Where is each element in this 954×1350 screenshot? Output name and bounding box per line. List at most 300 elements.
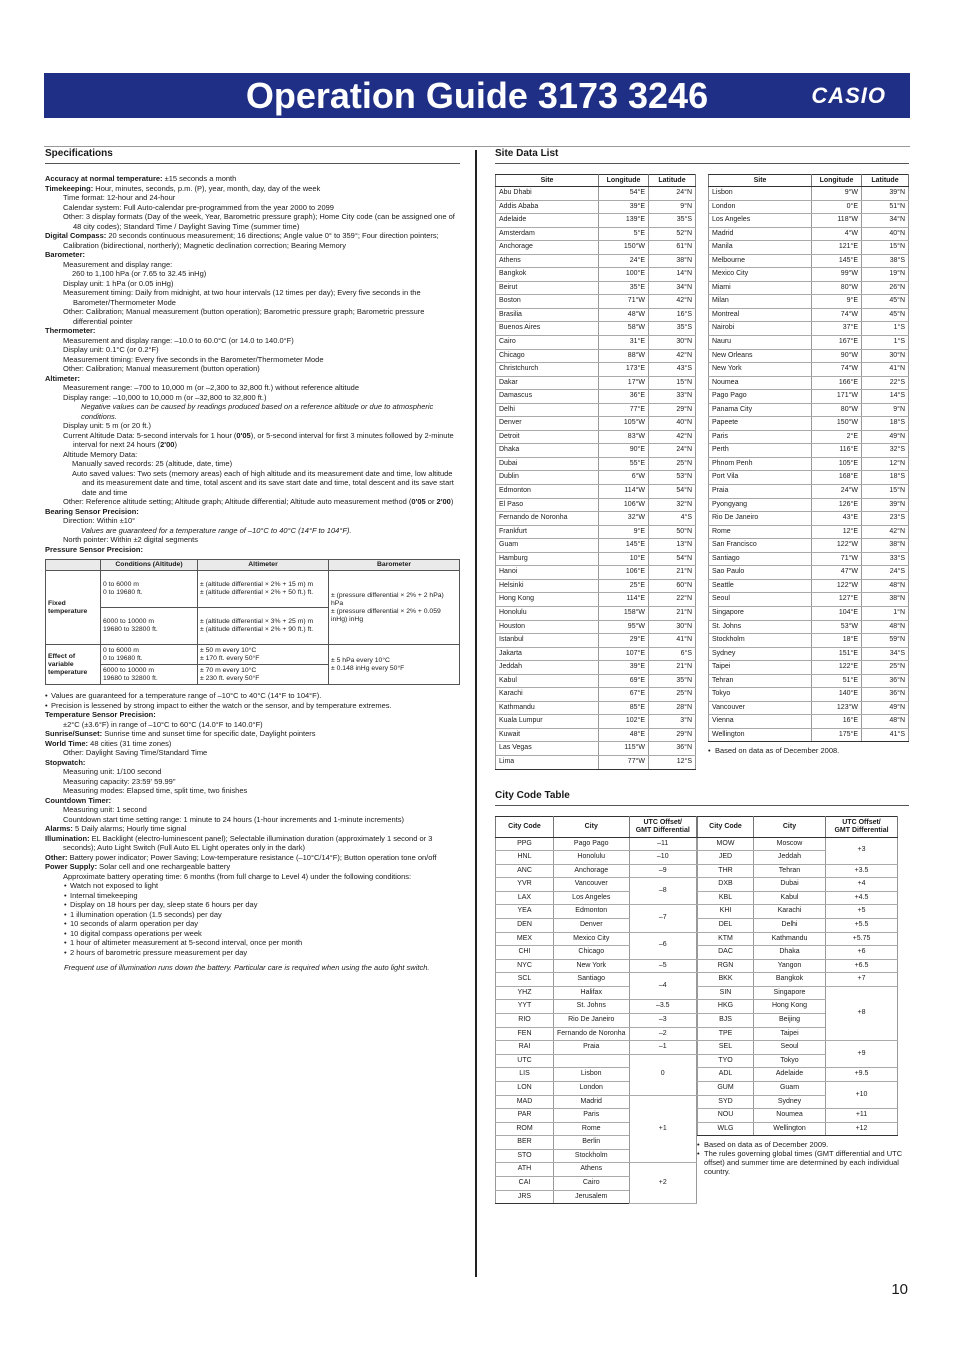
- table-row: [709, 363, 909, 377]
- table-cell: CHI: [496, 946, 554, 960]
- table-cell: Rome: [709, 525, 812, 539]
- spec-note: • Precision is lessened by strong impact to either the watch or the sensor, and by temperature extremes.: [45, 701, 460, 711]
- table-cell: 38°S: [862, 254, 909, 268]
- table-cell: 28°N: [649, 701, 696, 715]
- table-cell: –6: [629, 932, 697, 959]
- table-cell: DEN: [496, 918, 554, 932]
- table-cell: Phnom Penh: [709, 457, 812, 471]
- table-cell: Milan: [709, 295, 812, 309]
- table-cell: –11: [629, 837, 697, 851]
- table-cell: 33°N: [649, 390, 696, 404]
- table-cell: JRS: [496, 1190, 554, 1204]
- table-header-row: [698, 816, 898, 837]
- table-cell: 22°N: [649, 593, 696, 607]
- table-cell: Dakar: [496, 376, 599, 390]
- table-cell: ANC: [496, 864, 554, 878]
- table-row: [709, 349, 909, 363]
- table-cell: Panama City: [709, 403, 812, 417]
- table-cell: Sydney: [709, 647, 812, 661]
- spec-bullet: • 1 hour of altimeter measurement at 5-second interval, once per month: [45, 938, 460, 948]
- right-column: [495, 148, 909, 1204]
- table-row: [496, 864, 697, 878]
- table-cell: 105°E: [812, 457, 862, 471]
- table-row: [709, 566, 909, 580]
- table-cell: 24°E: [599, 254, 649, 268]
- spec-line: Countdown start time setting range: 1 minute to 24 hours (1-hour increments and 1-minute increments): [63, 814, 405, 824]
- table-cell: Chicago: [554, 946, 630, 960]
- table-cell: YEA: [496, 905, 554, 919]
- table-row: [709, 403, 909, 417]
- table-row: [709, 485, 909, 499]
- table-cell: 38°N: [649, 254, 696, 268]
- table-header: [46, 560, 101, 571]
- table-cell: 0 to 6000 m 0 to 19680 ft.: [101, 645, 198, 665]
- spec-line: Other: Calibration; Manual measurement (button operation); Barometric pressure graph; Barometric pressure differential pointer: [63, 307, 425, 326]
- table-cell: 37°E: [812, 322, 862, 336]
- table-cell: 25°N: [649, 688, 696, 702]
- table-cell: Hong Kong: [496, 593, 599, 607]
- table-cell: 13°N: [649, 539, 696, 553]
- table-header: Longitude: [812, 175, 862, 187]
- table-header: Site: [709, 175, 812, 187]
- site-data-tables: [495, 174, 909, 770]
- spec-line: Display unit: 1 hPa (or 0.05 inHg): [63, 278, 174, 288]
- table-cell: 122°E: [812, 661, 862, 675]
- table-cell: Detroit: [496, 430, 599, 444]
- table-header: Barometer: [329, 560, 460, 571]
- table-row: [496, 715, 696, 729]
- table-cell: 35°S: [649, 214, 696, 228]
- table-cell: 15°N: [862, 485, 909, 499]
- table-row: [496, 268, 696, 282]
- table-cell: KTM: [698, 932, 754, 946]
- page-number: 10: [891, 1281, 908, 1298]
- table-cell: Honolulu: [496, 606, 599, 620]
- table-cell: Cairo: [496, 336, 599, 350]
- table-cell: SCL: [496, 973, 554, 987]
- table-cell: 36°N: [649, 742, 696, 756]
- table-row: [709, 281, 909, 295]
- table-cell: 59°N: [862, 634, 909, 648]
- table-cell: +4: [826, 878, 898, 892]
- table-row: [698, 1068, 898, 1082]
- table-cell: 6°S: [649, 647, 696, 661]
- table-cell: PAR: [496, 1109, 554, 1123]
- table-row: [496, 417, 696, 431]
- table-row: [709, 254, 909, 268]
- table-row: [698, 918, 898, 932]
- table-row: [496, 322, 696, 336]
- table-row: [496, 241, 696, 255]
- table-cell: 29°N: [649, 403, 696, 417]
- spec-stopwatch: Stopwatch:: [45, 757, 86, 767]
- table-cell: Lisbon: [554, 1068, 630, 1082]
- table-cell: –1: [629, 1041, 697, 1055]
- spec-line: Display unit: 5 m (or 20 ft.): [63, 421, 151, 430]
- table-cell: Pago Pago: [554, 837, 630, 851]
- city-table-right-wrap: [697, 816, 909, 1205]
- table-row: [709, 579, 909, 593]
- table-cell: 9°W: [812, 187, 862, 201]
- table-row: [709, 430, 909, 444]
- table-cell: 15°N: [862, 241, 909, 255]
- table-cell: RIO: [496, 1014, 554, 1028]
- table-cell: Buenos Aires: [496, 322, 599, 336]
- table-cell: 21°N: [649, 566, 696, 580]
- table-cell: Praia: [709, 485, 812, 499]
- table-cell: WLG: [698, 1122, 754, 1136]
- table-cell: Madrid: [709, 227, 812, 241]
- table-cell: ± 50 m every 10°C ± 170 ft. every 50°F: [198, 645, 329, 665]
- table-cell: 151°E: [812, 647, 862, 661]
- table-cell: Pyongyang: [709, 498, 812, 512]
- table-cell: 48°N: [862, 715, 909, 729]
- table-cell: Miami: [709, 281, 812, 295]
- table-cell: –2: [629, 1027, 697, 1041]
- table-row: [496, 376, 696, 390]
- table-cell: 42°N: [862, 525, 909, 539]
- table-cell: Helsinki: [496, 579, 599, 593]
- table-row: [496, 742, 696, 756]
- table-row: [496, 525, 696, 539]
- table-cell: 24°S: [862, 566, 909, 580]
- spec-line: Measurement and display range: –10.0 to 60.0°C (or 14.0 to 140.0°F): [63, 335, 294, 345]
- table-row: [496, 837, 697, 851]
- table-cell: KBL: [698, 891, 754, 905]
- table-cell: 48°N: [862, 620, 909, 634]
- table-cell: Kuwait: [496, 728, 599, 742]
- table-row: [496, 471, 696, 485]
- table-row: [496, 566, 696, 580]
- table-cell: Praia: [554, 1041, 630, 1055]
- table-cell: Yangon: [754, 959, 826, 973]
- table-cell: KHI: [698, 905, 754, 919]
- table-cell: 127°E: [812, 593, 862, 607]
- table-cell: +12: [826, 1122, 898, 1136]
- table-cell: Jeddah: [754, 851, 826, 865]
- table-cell: Edmonton: [554, 905, 630, 919]
- table-row: [496, 674, 696, 688]
- table-cell: +11: [826, 1109, 898, 1123]
- table-cell: Paris: [554, 1109, 630, 1123]
- table-cell: Dubai: [496, 457, 599, 471]
- table-cell: 53°W: [812, 620, 862, 634]
- table-cell: Los Angeles: [709, 214, 812, 228]
- table-cell: ± 5 hPa every 10°C ± 0.148 inHg every 50°F: [329, 645, 460, 685]
- page-title: Operation Guide 3173 3246: [245, 75, 709, 116]
- table-cell: 6°W: [599, 471, 649, 485]
- table-cell: Tehran: [709, 674, 812, 688]
- table-cell: Kathmandu: [496, 701, 599, 715]
- table-cell: CAI: [496, 1176, 554, 1190]
- table-cell: Santiago: [554, 973, 630, 987]
- table-cell: 36°N: [862, 674, 909, 688]
- table-row: [709, 241, 909, 255]
- table-cell: 114°E: [599, 593, 649, 607]
- table-cell: Madrid: [554, 1095, 630, 1109]
- spec-temp-sensor: Temperature Sensor Precision:: [45, 710, 156, 719]
- table-row: [709, 376, 909, 390]
- table-cell: Paris: [709, 430, 812, 444]
- table-cell: 30°N: [649, 336, 696, 350]
- site-data-table-left: [495, 174, 696, 770]
- column-divider: [475, 150, 477, 1277]
- table-cell: 18°S: [862, 471, 909, 485]
- table-cell: +1: [629, 1095, 697, 1163]
- table-cell: 45°N: [862, 308, 909, 322]
- table-cell: New York: [554, 959, 630, 973]
- table-cell: Santiago: [709, 552, 812, 566]
- table-cell: Tokyo: [754, 1054, 826, 1068]
- table-cell: –10: [629, 851, 697, 865]
- table-cell: Amsterdam: [496, 227, 599, 241]
- table-row: [698, 973, 898, 987]
- table-row: [709, 295, 909, 309]
- table-cell: 118°W: [812, 214, 862, 228]
- table-cell: –7: [629, 905, 697, 932]
- table-row: [496, 688, 696, 702]
- table-cell: Las Vegas: [496, 742, 599, 756]
- table-cell: 0°E: [812, 200, 862, 214]
- spec-line: Other: Daylight Saving Time/Standard Time: [63, 748, 208, 757]
- table-cell: London: [554, 1081, 630, 1095]
- table-cell: Frankfurt: [496, 525, 599, 539]
- spec-line: Time format: 12-hour and 24-hour: [63, 193, 176, 202]
- city-code-table-left: [495, 816, 697, 1205]
- table-cell: 49°N: [862, 430, 909, 444]
- spec-bullet: • 2 hours of barometric pressure measurement per day: [45, 948, 460, 958]
- table-cell: 54°E: [599, 187, 649, 201]
- table-row: [496, 349, 696, 363]
- table-cell: 31°E: [599, 336, 649, 350]
- table-cell: BKK: [698, 973, 754, 987]
- table-row: [709, 444, 909, 458]
- table-cell: 40°N: [649, 417, 696, 431]
- table-cell: 5°E: [599, 227, 649, 241]
- section-rule: [45, 163, 460, 164]
- table-cell: SIN: [698, 986, 754, 1000]
- table-row: [496, 552, 696, 566]
- table-header: City Code: [496, 816, 554, 837]
- spec-power: Power Supply: Solar cell and one rechargeable battery: [45, 862, 231, 871]
- spec-bullet: • Internal timekeeping: [45, 891, 460, 901]
- spec-countdown: Countdown Timer:: [45, 795, 112, 805]
- table-cell: Addis Ababa: [496, 200, 599, 214]
- city-code-note: • Based on data as of December 2009.: [697, 1140, 909, 1149]
- table-cell: Fixed temperature: [46, 571, 101, 645]
- table-cell: +5: [826, 905, 898, 919]
- table-cell: Wellington: [754, 1122, 826, 1136]
- site-table-right-wrap: [708, 174, 909, 770]
- table-row: [709, 457, 909, 471]
- table-cell: Hanoi: [496, 566, 599, 580]
- table-cell: 6000 to 10000 m 19680 to 32800 ft.: [101, 608, 198, 645]
- table-cell: Karachi: [754, 905, 826, 919]
- table-row: [698, 905, 898, 919]
- table-cell: El Paso: [496, 498, 599, 512]
- table-cell: +4.5: [826, 891, 898, 905]
- table-cell: Beirut: [496, 281, 599, 295]
- table-cell: Moscow: [754, 837, 826, 851]
- table-cell: MAD: [496, 1095, 554, 1109]
- table-cell: GUM: [698, 1081, 754, 1095]
- table-row: [709, 268, 909, 282]
- specifications-body: [45, 174, 460, 973]
- table-cell: Singapore: [709, 606, 812, 620]
- specifications-title: Specifications: [45, 148, 113, 159]
- table-row: [496, 363, 696, 377]
- table-row: [709, 634, 909, 648]
- table-cell: 40°N: [862, 227, 909, 241]
- spec-other: Other: Battery power indicator; Power Saving; Low-temperature resistance (–10°C/14°F); Button operation tone on/off: [45, 852, 437, 862]
- table-cell: 55°E: [599, 457, 649, 471]
- table-row: [496, 539, 696, 553]
- spec-thermometer: Thermometer:: [45, 326, 96, 335]
- table-cell: UTC: [496, 1054, 554, 1068]
- spec-line: Display range: –10,000 to 10,000 m (or –32,800 to 32,800 ft.): [63, 392, 267, 402]
- table-cell: 39°N: [862, 187, 909, 201]
- city-code-note: • The rules governing global times (GMT differential and UTC offset) and summer time are determined by each individual country.: [697, 1149, 909, 1176]
- table-cell: Nairobi: [709, 322, 812, 336]
- table-cell: 166°E: [812, 376, 862, 390]
- table-cell: 168°E: [812, 471, 862, 485]
- spec-line: Current Altitude Data: 5-second intervals for 1 hour (0'05), or 5-second interval for first 3 minutes followed by 2-minute interval for next 24 hours (2'00): [63, 430, 454, 449]
- table-cell: Singapore: [754, 986, 826, 1000]
- site-table-left-wrap: [495, 174, 696, 770]
- table-row: [496, 1000, 697, 1014]
- table-cell: ± (pressure differential × 2% + 2 hPa) hPa ± (pressure differential × 2% + 0.059 inHg) inHg: [329, 571, 460, 645]
- table-cell: LON: [496, 1081, 554, 1095]
- header-rule: [44, 146, 910, 147]
- table-cell: 3°N: [649, 715, 696, 729]
- table-row: [709, 539, 909, 553]
- table-cell: 24°W: [812, 485, 862, 499]
- table-cell: 53°N: [649, 471, 696, 485]
- table-cell: Manila: [709, 241, 812, 255]
- table-header: Site: [496, 175, 599, 187]
- table-cell: 6000 to 10000 m 19680 to 32800 ft.: [101, 665, 198, 685]
- table-cell: 80°W: [812, 281, 862, 295]
- table-cell: 1°N: [862, 606, 909, 620]
- table-cell: 139°E: [599, 214, 649, 228]
- table-row: [698, 1041, 898, 1055]
- table-row: [496, 1014, 697, 1028]
- table-row: [496, 254, 696, 268]
- table-cell: London: [709, 200, 812, 214]
- table-header: Latitude: [862, 175, 909, 187]
- table-cell: 95°W: [599, 620, 649, 634]
- table-row: [496, 620, 696, 634]
- table-row: [496, 485, 696, 499]
- table-cell: Seoul: [709, 593, 812, 607]
- table-row: [698, 864, 898, 878]
- site-data-table-right: [708, 174, 909, 742]
- spec-italic-note: Values are guaranteed for a temperature range of –10°C to 40°C (14°F to 104°F).: [81, 525, 352, 535]
- table-cell: HNL: [496, 851, 554, 865]
- table-cell: Dhaka: [754, 946, 826, 960]
- table-header: UTC Offset/ GMT Differential: [629, 816, 697, 837]
- table-cell: Bangkok: [496, 268, 599, 282]
- table-cell: +5.75: [826, 932, 898, 946]
- table-row: [709, 322, 909, 336]
- table-cell: 74°W: [812, 308, 862, 322]
- city-table-left-wrap: [495, 816, 697, 1205]
- table-cell: Guam: [496, 539, 599, 553]
- spec-altimeter: Altimeter:: [45, 373, 81, 383]
- table-cell: 35°N: [649, 674, 696, 688]
- table-cell: 12°S: [649, 755, 696, 769]
- city-code-table-right: [697, 816, 898, 1137]
- table-row: [496, 728, 696, 742]
- table-cell: Delhi: [496, 403, 599, 417]
- table-cell: PPG: [496, 837, 554, 851]
- table-row: [709, 417, 909, 431]
- table-cell: 150°W: [812, 417, 862, 431]
- table-cell: Vancouver: [554, 878, 630, 892]
- table-cell: 4°W: [812, 227, 862, 241]
- table-cell: 171°W: [812, 390, 862, 404]
- spec-line: Measuring capacity: 23:59' 59.99": [63, 776, 176, 786]
- table-cell: 22°S: [862, 376, 909, 390]
- spec-line: Other: 3 display formats (Day of the week, Year, Barometric pressure graph); Home City code (can be assigned one of 48 city codes); Standard Time / Daylight Saving Time (summer time): [63, 212, 455, 231]
- table-row: [709, 674, 909, 688]
- table-cell: Stockholm: [554, 1149, 630, 1163]
- table-cell: 175°E: [812, 728, 862, 742]
- table-cell: TYO: [698, 1054, 754, 1068]
- table-cell: NOU: [698, 1109, 754, 1123]
- table-cell: 69°E: [599, 674, 649, 688]
- table-cell: DEL: [698, 918, 754, 932]
- spec-line: Manually saved records: 25 (altitude, date, time): [72, 459, 233, 468]
- table-cell: SYD: [698, 1095, 754, 1109]
- table-cell: 71°W: [599, 295, 649, 309]
- table-row: [709, 552, 909, 566]
- table-cell: 50°N: [649, 525, 696, 539]
- table-cell: 21°N: [649, 606, 696, 620]
- table-row: [496, 336, 696, 350]
- table-row: [496, 661, 696, 675]
- table-cell: 41°S: [862, 728, 909, 742]
- table-cell: 39°N: [862, 498, 909, 512]
- table-cell: Lisbon: [709, 187, 812, 201]
- table-row: [709, 606, 909, 620]
- table-row: [709, 214, 909, 228]
- spec-timekeeping: Timekeeping: Hour, minutes, seconds, p.m. (P), year, month, day, day of the week: [45, 183, 321, 193]
- table-cell: 26°N: [862, 281, 909, 295]
- table-cell: FEN: [496, 1027, 554, 1041]
- table-cell: Bangkok: [754, 973, 826, 987]
- table-cell: 61°N: [649, 241, 696, 255]
- table-cell: STO: [496, 1149, 554, 1163]
- table-cell: Anchorage: [496, 241, 599, 255]
- spec-illumination: Illumination: EL Backlight (electro-luminescent panel); Selectable illumination duration (approximately 1 second or 3 seconds); Auto Light Switch (Full Auto EL Light operates only in the dark): [45, 833, 433, 852]
- table-row: [698, 1109, 898, 1123]
- spec-line: 260 to 1,100 hPa (or 7.65 to 32.45 inHg): [72, 269, 207, 278]
- table-cell: Vienna: [709, 715, 812, 729]
- table-cell: 52°N: [649, 227, 696, 241]
- table-cell: Melbourne: [709, 254, 812, 268]
- table-header-row: [496, 175, 696, 187]
- table-cell: 1°S: [862, 336, 909, 350]
- table-row: [496, 430, 696, 444]
- table-row: [496, 878, 697, 892]
- table-row: [698, 986, 898, 1000]
- table-header-row: [46, 560, 460, 571]
- table-cell: 34°S: [862, 647, 909, 661]
- table-cell: Los Angeles: [554, 891, 630, 905]
- table-cell: +8: [826, 986, 898, 1040]
- table-cell: 77°W: [599, 755, 649, 769]
